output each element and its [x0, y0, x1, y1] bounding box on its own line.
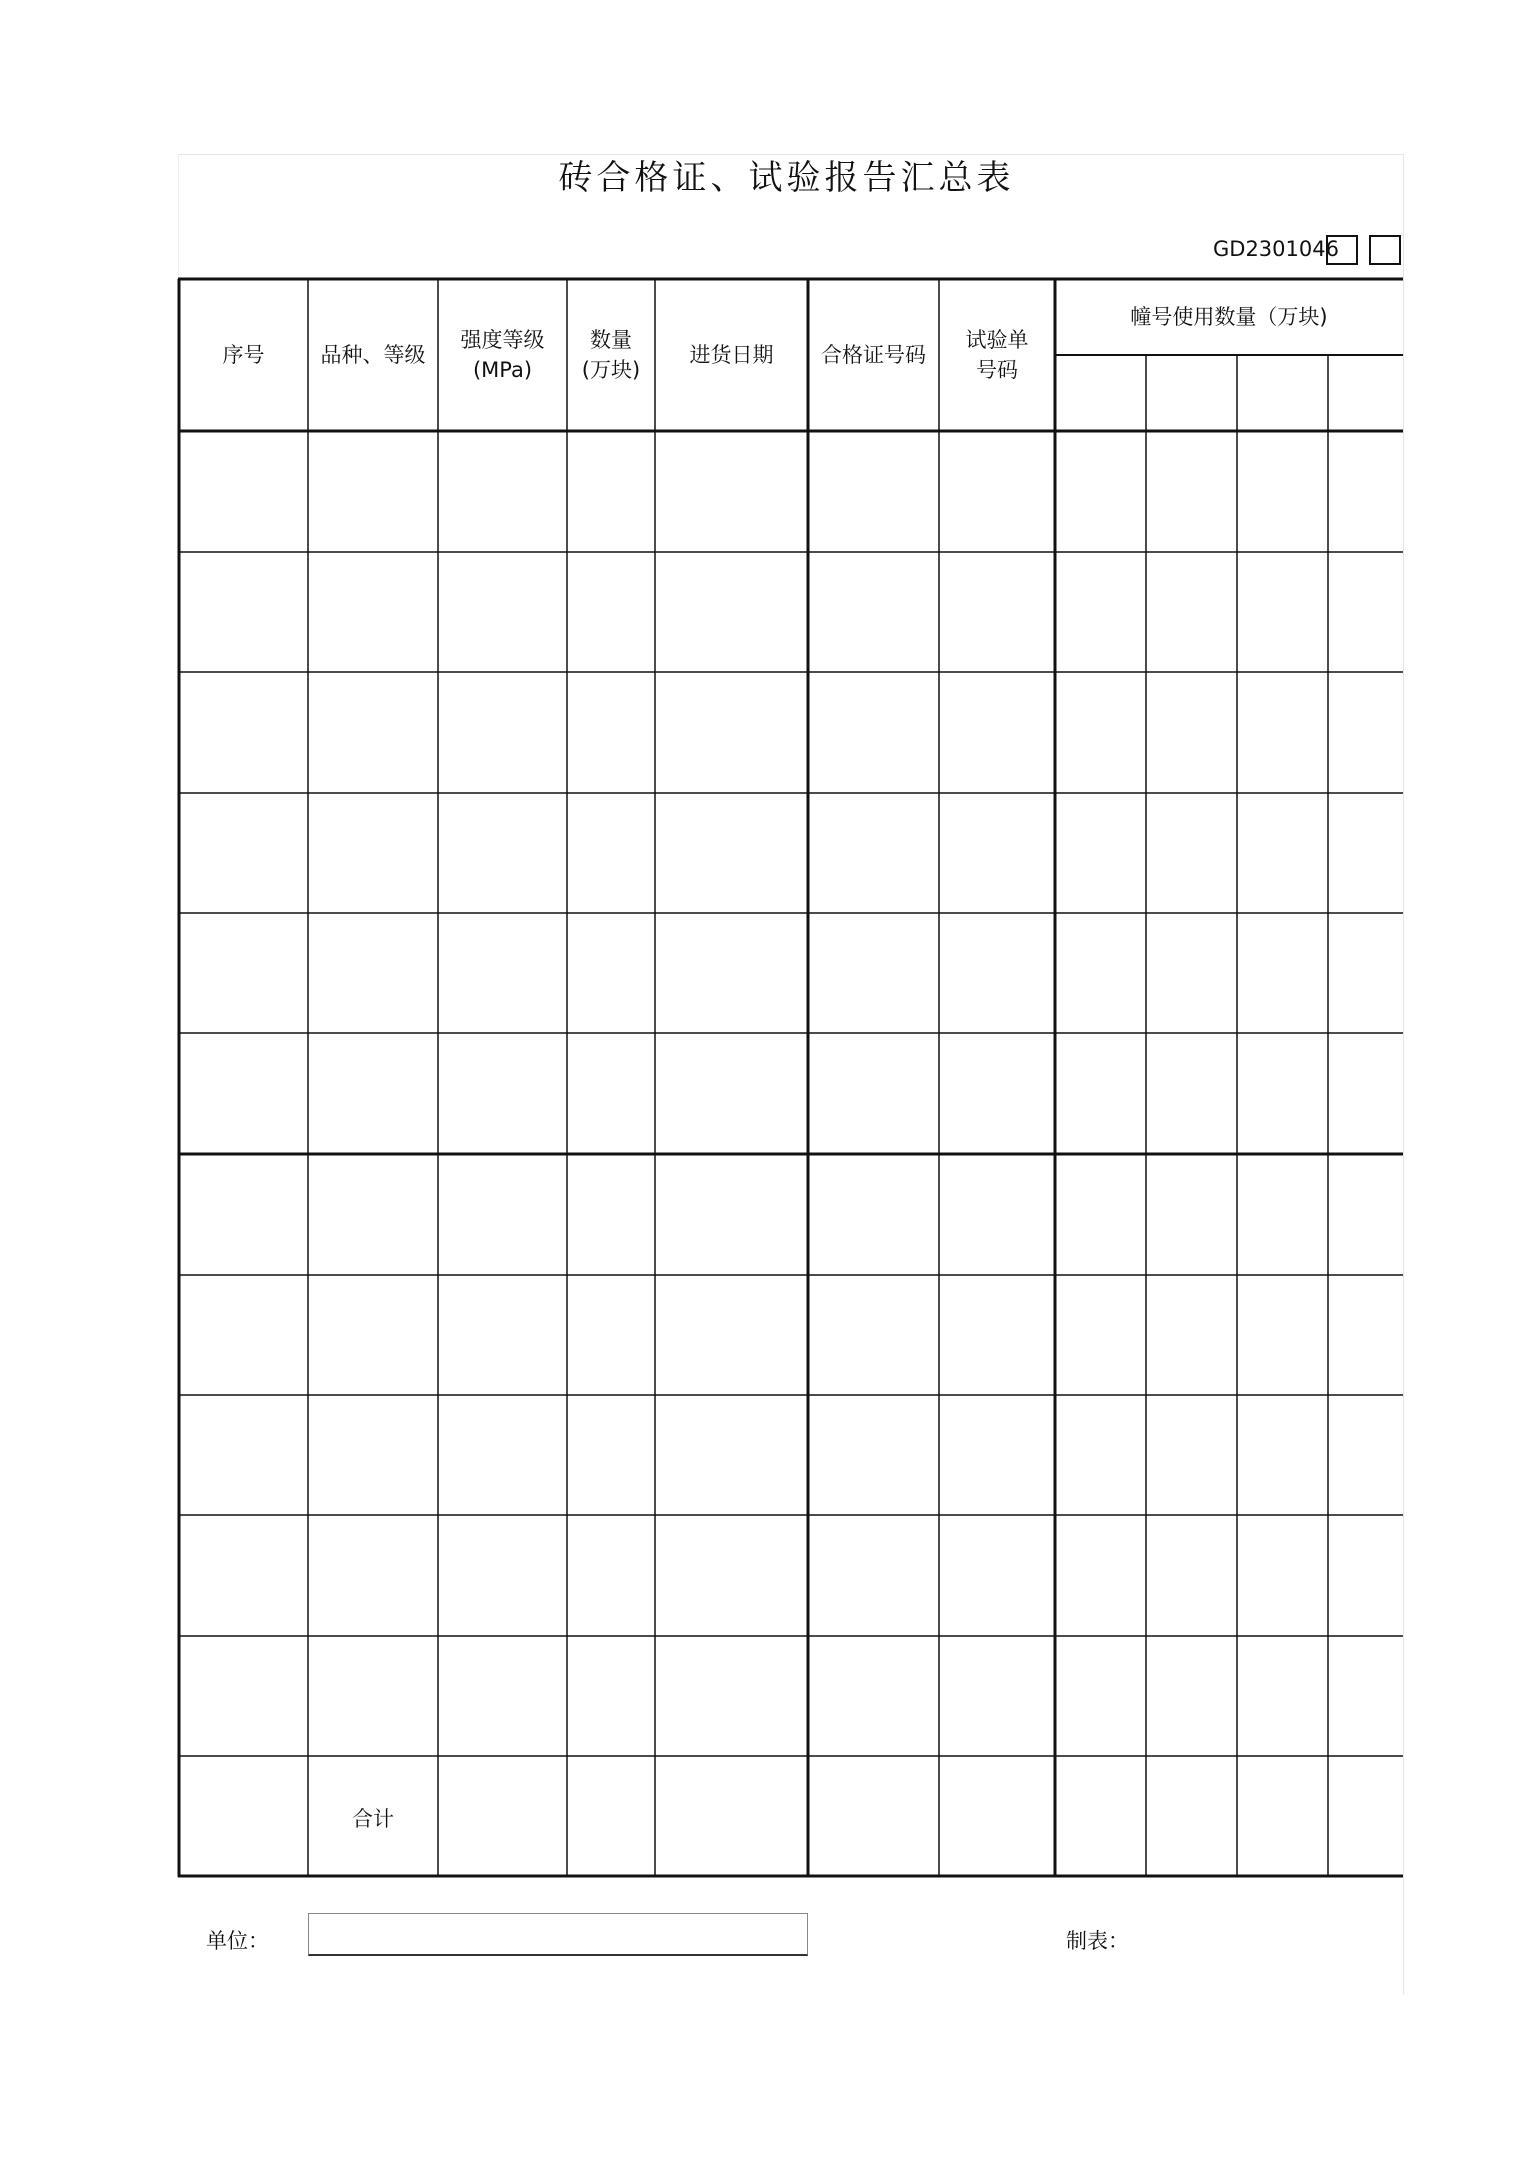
header-variety: 品种、等级 [320, 343, 426, 367]
header-strength: 强度等级 (MPa) [460, 328, 545, 382]
unit-input[interactable] [308, 1913, 808, 1956]
unit-label: 单位： [206, 1929, 269, 1953]
header-test: 试验单 号码 [965, 328, 1029, 382]
header-seq: 序号 [222, 343, 265, 367]
header-date: 进货日期 [689, 343, 774, 367]
header-building-usage: 幢号使用数量（万块) [1130, 305, 1328, 329]
total-label: 合计 [352, 1807, 394, 1831]
header-cert: 合格证号码 [821, 343, 926, 367]
maker-label: 制表： [1066, 1929, 1129, 1953]
page-title: 砖合格证、试验报告汇总表 [558, 158, 1015, 198]
doc-code: GD2301046 [1213, 237, 1339, 261]
header-quantity: 数量 (万块) [581, 328, 641, 382]
